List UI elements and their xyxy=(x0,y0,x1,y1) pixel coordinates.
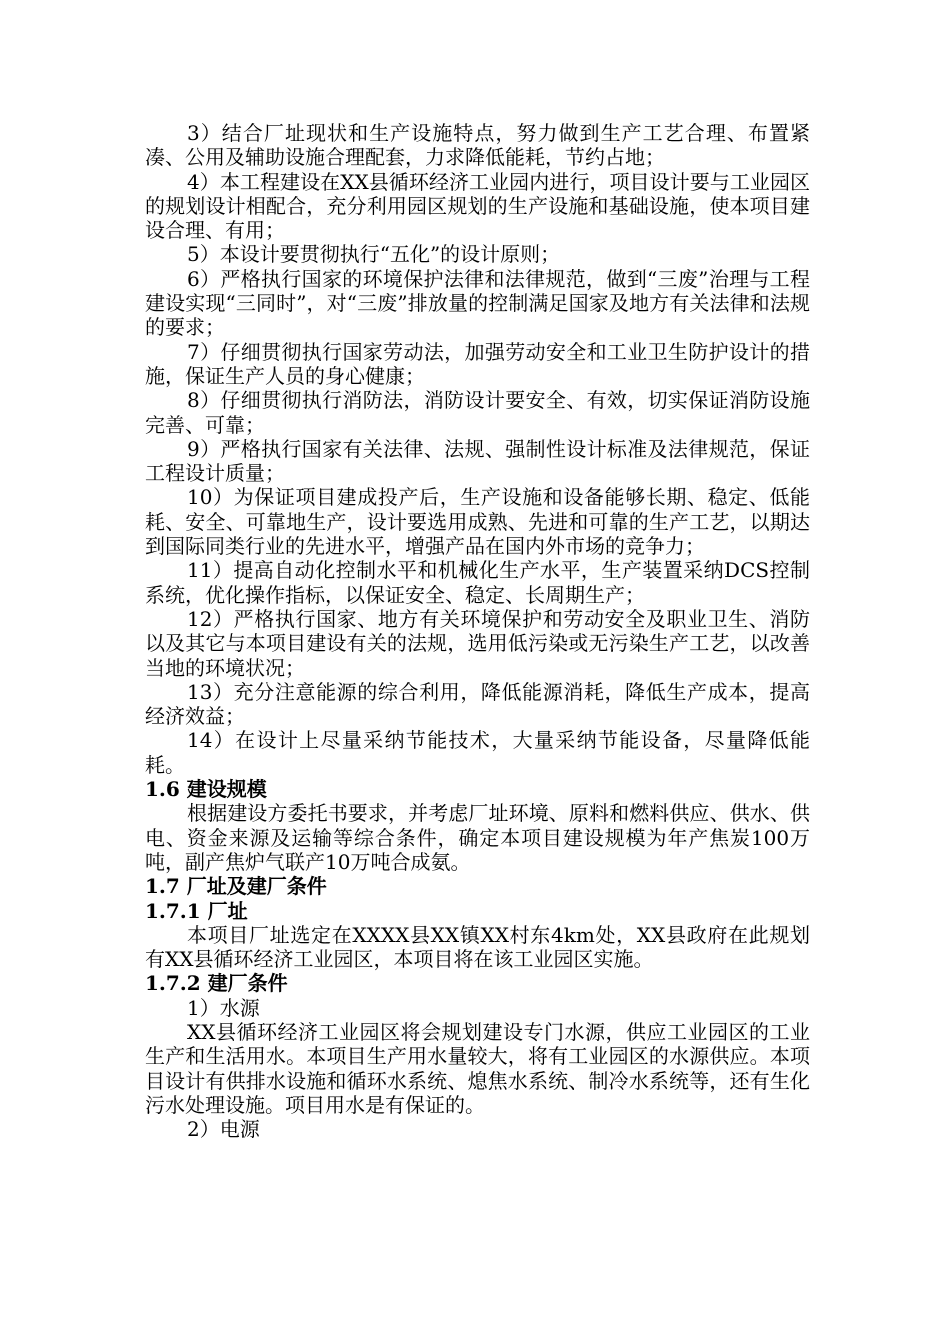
principle-item-4: 4）本工程建设在XX县循环经济工业园内进行，项目设计要与工业园区的规划设计相配合，充分利用园区规划的生产设施和基础设施，使本项目建设合理、有用； xyxy=(145,169,810,243)
document-body xyxy=(145,121,810,1141)
subsection-heading-1-7-1: 1.7.1 厂址 xyxy=(145,898,248,923)
section-heading-1-7: 1.7 厂址及建厂条件 xyxy=(145,874,327,899)
principle-item-9: 9）严格执行国家有关法律、法规、强制性设计标准及法律规范，保证工程设计质量； xyxy=(145,436,810,486)
condition-item-water-label: 1）水源 xyxy=(187,995,260,1020)
subsection-body-1-7-1: 本项目厂址选定在XXXX县XX镇XX村东4km处，XX县政府在此规划有XX县循环经济工业园区，本项目将在该工业园区实施。 xyxy=(145,922,810,972)
section-heading-1-6: 1.6 建设规模 xyxy=(145,777,267,802)
principle-item-3: 3）结合厂址现状和生产设施特点，努力做到生产工艺合理、布置紧凑、公用及辅助设施合理配套，力求降低能耗，节约占地； xyxy=(145,121,810,170)
principle-item-5: 5）本设计要贯彻执行“五化”的设计原则； xyxy=(187,242,561,267)
condition-item-power-label: 2）电源 xyxy=(187,1117,260,1142)
principle-item-10: 10）为保证项目建成投产后，生产设施和设备能够长期、稳定、低能耗、安全、可靠地生产，设计要选用成熟、先进和可靠的生产工艺，以期达到国际同类行业的先进水平，增强产品在国内外市场的竞争力； xyxy=(145,485,810,559)
principle-item-13: 13）充分注意能源的综合利用，降低能源消耗，降低生产成本，提高经济效益； xyxy=(145,679,810,729)
principle-item-7: 7）仔细贯彻执行国家劳动法，加强劳动安全和工业卫生防护设计的措施，保证生产人员的身心健康； xyxy=(145,339,810,388)
principle-item-6: 6）严格执行国家的环境保护法律和法律规范，做到“三废”治理与工程建设实现“三同时”，对“三废”排放量的控制满足国家及地方有关法律和法规的要求； xyxy=(145,266,810,340)
subsection-heading-1-7-2: 1.7.2 建厂条件 xyxy=(145,971,288,996)
principle-item-12: 12）严格执行国家、地方有关环境保护和劳动安全及职业卫生、消防以及其它与本项目建设有关的法规，选用低污染或无污染生产工艺，以改善当地的环境状况； xyxy=(145,606,810,680)
condition-item-water-body: XX县循环经济工业园区将会规划建设专门水源，供应工业园区的工业生产和生活用水。本项目生产用水量较大，将有工业园区的水源供应。本项目设计有供排水设施和循环水系统、熄焦水系统、制冷水系统等，还有生化污水处理设施。项目用水是有保证的。 xyxy=(145,1019,810,1117)
principle-item-11: 11）提高自动化控制水平和机械化生产水平，生产装置采纳DCS控制系统，优化操作指标，以保证安全、稳定、长周期生产； xyxy=(145,558,810,607)
principle-item-14: 14）在设计上尽量采纳节能技术，大量采纳节能设备，尽量降低能耗。 xyxy=(145,728,810,777)
principle-item-8: 8）仔细贯彻执行消防法，消防设计要安全、有效，切实保证消防设施完善、可靠； xyxy=(145,388,810,437)
section-body-1-6: 根据建设方委托书要求，并考虑厂址环境、原料和燃料供应、供水、供电、资金来源及运输等综合条件，确定本项目建设规模为年产焦炭100万吨，副产焦炉气联产10万吨合成氨。 xyxy=(145,801,810,874)
